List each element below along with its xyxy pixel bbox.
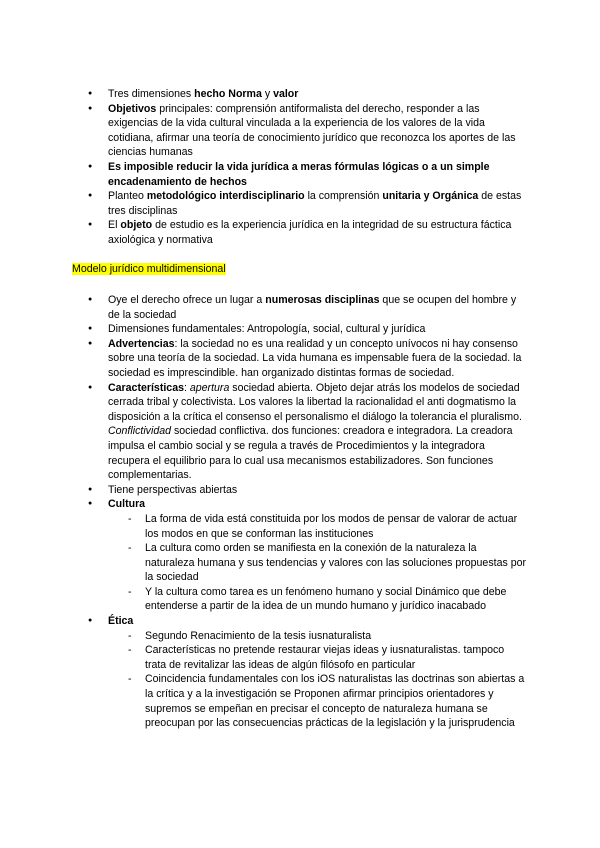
list-item: ● Planteo metodológico interdisciplinario la comprensión unitaria y Orgánica de estas tres disciplinas [0, 189, 600, 218]
list-item: ● Tiene perspectivas abiertas [0, 483, 600, 498]
sub-list-item: - Coincidencia fundamentales con los iOS naturalistas las doctrinas son abiertas a la crítica y a la investigación se Proponen afirmar principios orientadores y supremos se empeñan en precisar el concepto de naturaleza humana se preocupan por las consecuencias prácticas de la legislación y la jurisprudencia [0, 672, 600, 730]
list-item: ● Advertencias: la sociedad no es una realidad y un concepto unívocos ni hay consenso sobre una teoría de la sociedad. La vida humana es impensable fuera de la sociedad. la sociedad es imprescindible. han organizado distintas formas de sociedad. [0, 337, 600, 381]
list-item: ● Oye el derecho ofrece un lugar a numerosas disciplinas que se ocupen del hombre y de la sociedad [0, 293, 600, 322]
section-heading [72, 262, 226, 276]
list-item: ● Es imposible reducir la vida jurídica a meras fórmulas lógicas o a un simple encadenamiento de hechos [0, 160, 600, 189]
list-item: ● Características: apertura sociedad abierta. Objeto dejar atrás los modelos de sociedad cerrada tribal y colectivista. Los valores la libertad la racionalidad el anti dogmatismo la disposición a la crítica el consenso el personalismo el diálogo la tolerancia el pluralismo. Conflictividad sociedad conflictiva. dos funciones: creadora e integradora. La creadora impulsa el cambio social y se regula a través de Procedimientos y la integradora recupera el equilibrio para lo cual usa mecanismos estabilizadores. Son funciones complementarias. [0, 381, 600, 483]
list-item-etica: ● Ética [0, 614, 600, 629]
list-item: ● Objetivos principales: comprensión antiformalista del derecho, responder a las exigencias de la vida cultural vinculada a la experiencia de los valores de la vida cotidiana, afirmar una teoría de conocimiento jurídico que reconozca los aportes de las ciencias humanas [0, 102, 600, 160]
sub-list-item: - La cultura como orden se manifiesta en la conexión de la naturaleza la naturaleza humana y sus tendencias y valores con las soluciones propuestas por la sociedad [0, 541, 600, 585]
cultura-sublist [0, 512, 600, 614]
etica-sublist [0, 629, 600, 731]
list-item: ● El objeto de estudio es la experiencia jurídica en la integridad de su estructura fáctica axiológica y normativa [0, 218, 600, 247]
list-item: ● Dimensiones fundamentales: Antropología, social, cultural y jurídica [0, 322, 600, 337]
sub-list-item: - Segundo Renacimiento de la tesis iusnaturalista [0, 629, 600, 644]
highlighted-heading-text: Modelo jurídico multidimensional [72, 263, 226, 275]
model-list [0, 293, 600, 731]
sub-list-item: - Y la cultura como tarea es un fenómeno humano y social Dinámico que debe entenderse a partir de la idea de un mundo humano y jurídico inacabado [0, 585, 600, 614]
list-item-cultura: ● Cultura [0, 497, 600, 512]
list-item: ● Tres dimensiones hecho Norma y valor [0, 87, 600, 102]
dimensions-list [0, 87, 600, 248]
sub-list-item: - Características no pretende restaurar viejas ideas y iusnaturalistas. tampoco trata de revitalizar las ideas de algún filósofo en particular [0, 643, 600, 672]
sub-list-item: - La forma de vida está constituida por los modos de pensar de valorar de actuar los modos en que se conforman las instituciones [0, 512, 600, 541]
